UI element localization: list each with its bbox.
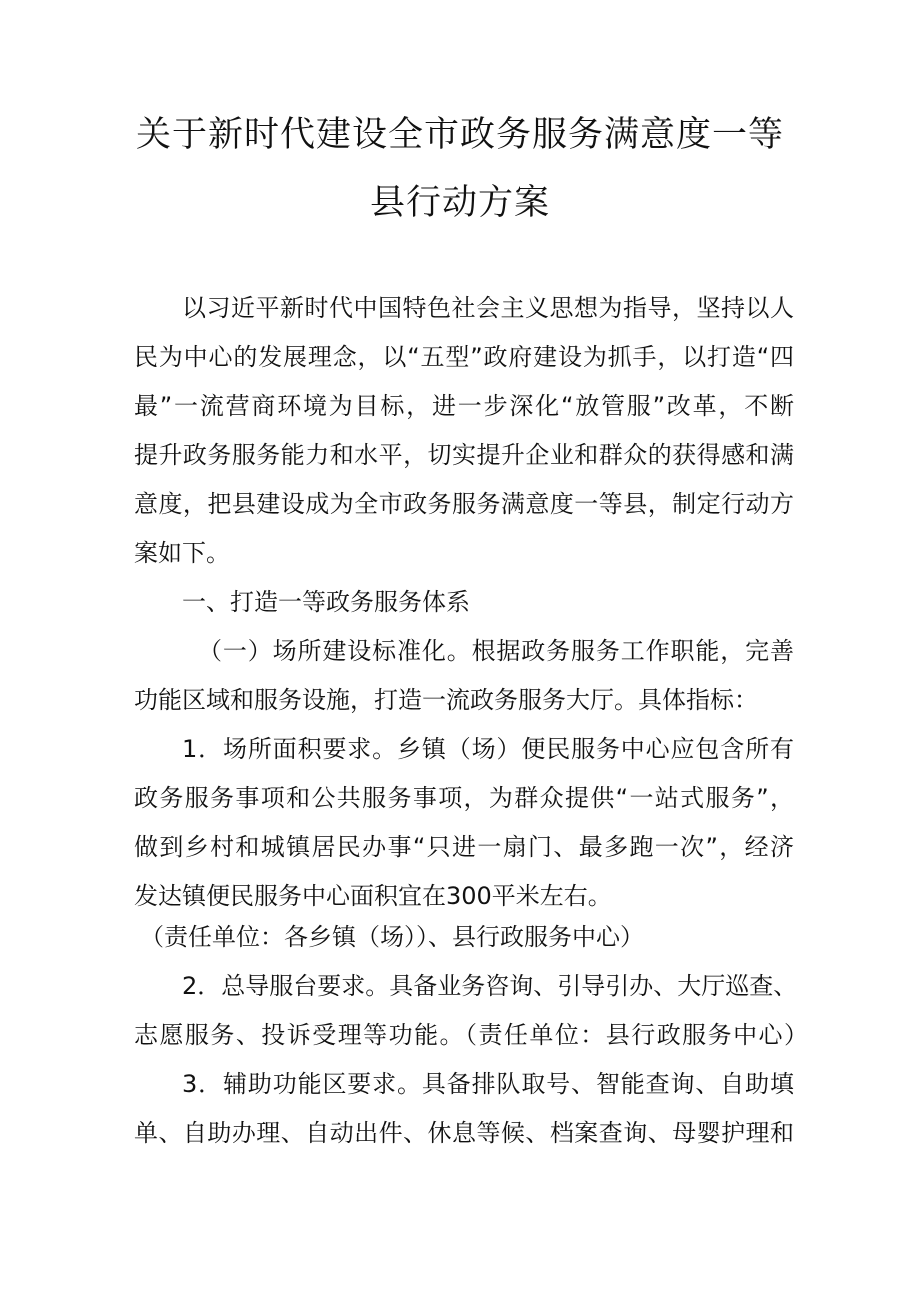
item-1-line-3: 做到乡村和城镇居民办事“只进一扇门、最多跑一次”，经济 bbox=[134, 833, 794, 861]
intro-line-1: 以习近平新时代中国特色社会主义思想为指导，坚持以人 bbox=[182, 294, 794, 322]
subsection-line-1: （一）场所建设标准化。根据政务服务工作职能，完善 bbox=[198, 637, 794, 665]
intro-line-5: 意度，把县建设成为全市政务服务满意度一等县，制定行动方 bbox=[134, 490, 794, 518]
document-title-line-2: 县行动方案 bbox=[369, 183, 550, 223]
intro-line-6: 案如下。 bbox=[134, 539, 230, 567]
item-2-line-1: 2．总导服台要求。具备业务咨询、引导引办、大厅巡查、 bbox=[182, 972, 798, 1000]
item-1-line-1: 1．场所面积要求。乡镇（场）便民服务中心应包含所有 bbox=[182, 735, 794, 763]
item-3-line-1: 3．辅助功能区要求。具备排队取号、智能查询、自助填 bbox=[182, 1070, 794, 1098]
item-3-line-2: 单、自助办理、自动出件、休息等候、档案查询、母婴护理和 bbox=[134, 1119, 794, 1147]
subsection-line-2: 功能区域和服务设施，打造一流政务服务大厅。具体指标： bbox=[134, 686, 758, 714]
intro-line-4: 提升政务服务能力和水平，切实提升企业和群众的获得感和满 bbox=[134, 441, 794, 469]
item-2-line-2: 志愿服务、投诉受理等功能。（责任单位：县行政服务中心） bbox=[134, 1021, 808, 1049]
section-heading: 一、打造一等政务服务体系 bbox=[182, 588, 470, 616]
document-title-line-1: 关于新时代建设全市政务服务满意度一等 bbox=[135, 115, 784, 155]
item-1-responsibility: （责任单位：各乡镇（场））、县行政服务中心） bbox=[140, 923, 644, 951]
item-1-line-4: 发达镇便民服务中心面积宜在300平米左右。 bbox=[134, 882, 612, 910]
item-1-line-2: 政务服务事项和公共服务事项，为群众提供“一站式服务”， bbox=[134, 784, 794, 812]
intro-line-2: 民为中心的发展理念，以“五型”政府建设为抓手，以打造“四 bbox=[134, 343, 794, 371]
intro-line-3: 最”一流营商环境为目标，进一步深化“放管服”改革，不断 bbox=[134, 392, 794, 420]
